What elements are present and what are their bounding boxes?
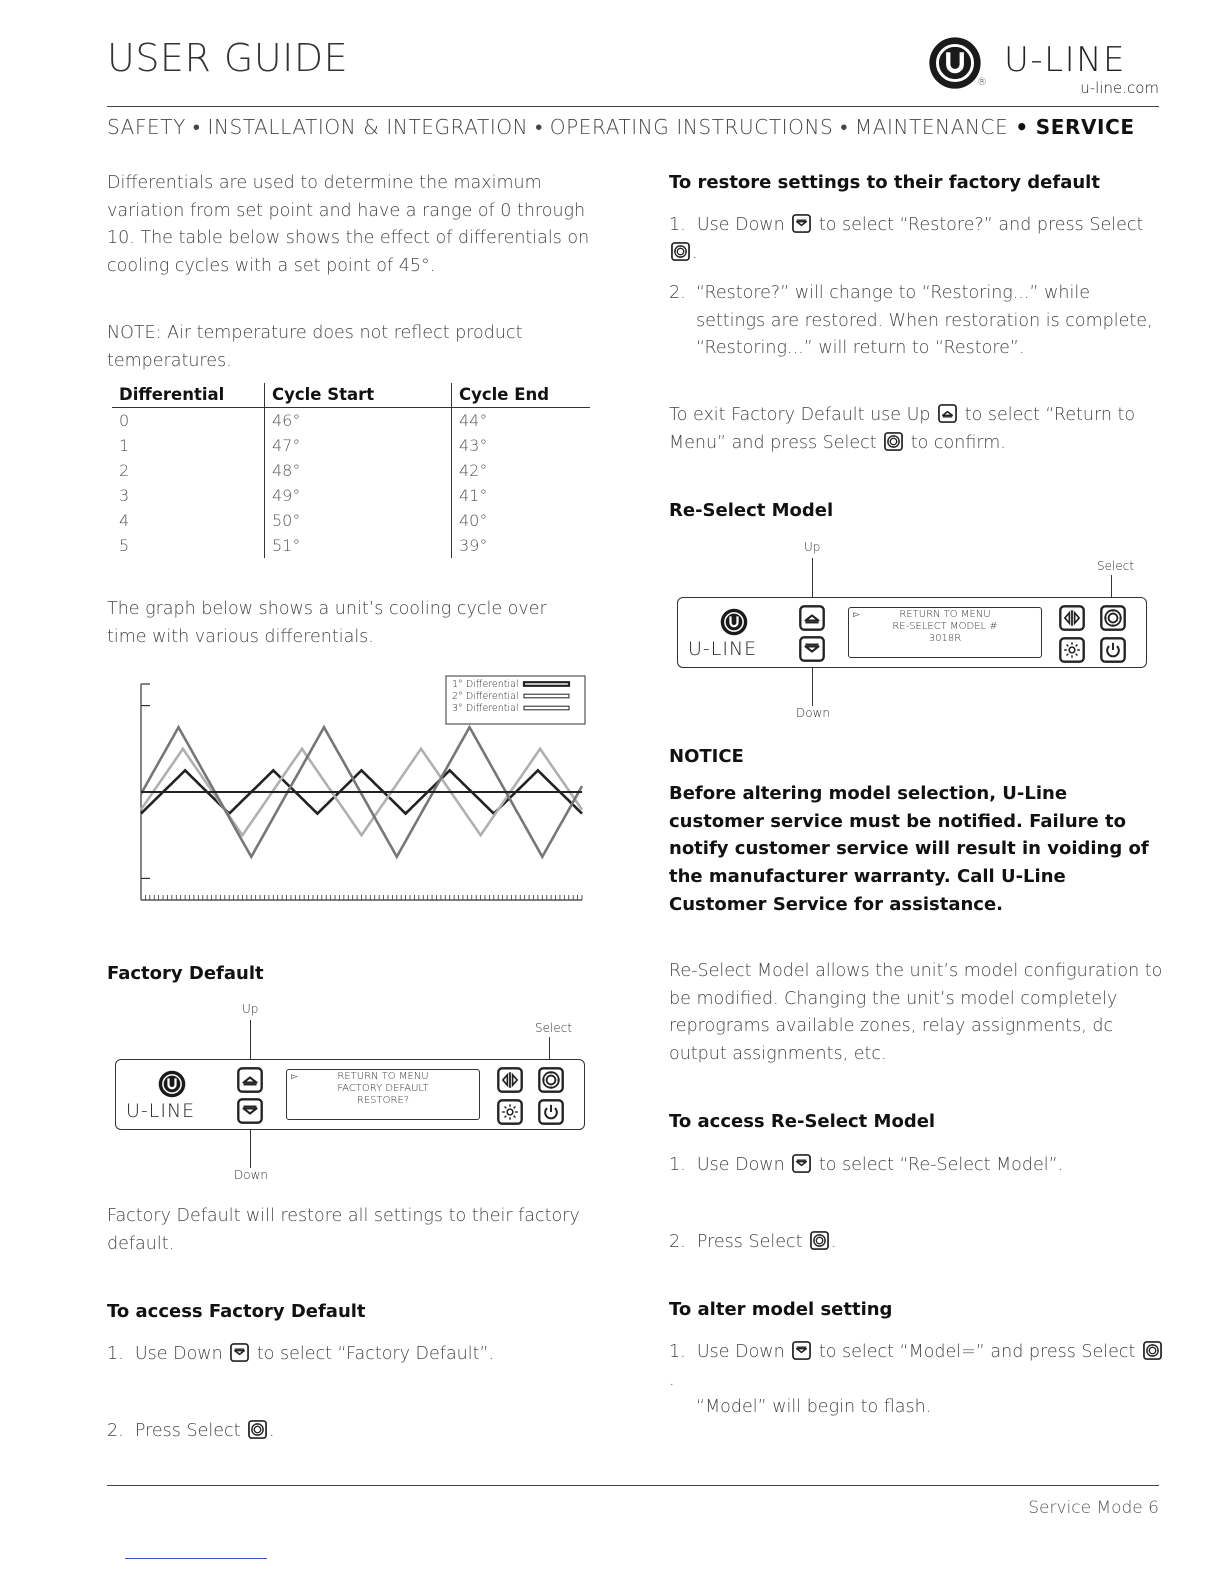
step-text: Use Down: [134, 1344, 223, 1364]
step-text: Press Select: [134, 1421, 241, 1441]
exit-text: To exit Factory Default use Up: [669, 405, 931, 425]
table-cell: 2: [119, 461, 130, 480]
restore-step-1: [669, 212, 1164, 267]
factory-step-1: [107, 1341, 587, 1369]
select-key-icon: [884, 432, 903, 451]
light-button[interactable]: [497, 1099, 523, 1125]
step-text: “Model” will begin to flash.: [696, 1397, 932, 1418]
step-text: to select “Restore?” and press Select: [818, 215, 1144, 235]
nav-separator: •: [1015, 115, 1029, 139]
step-number: 1.: [669, 1342, 686, 1362]
alter-model-heading: To alter model setting: [669, 1299, 893, 1320]
display-cursor-icon: ▻: [853, 610, 860, 620]
differentials-intro: Differentials are used to determine the maximum variation from set point and have a range of 0 through 10. The table below shows the effect of differentials on cooling cycles with a set point of 45°.: [107, 173, 590, 277]
legend-swatch: [524, 706, 569, 710]
step-text: “Restore?” will change to “Restoring...” while settings are restored. When restoration is complete, “Restoring...” will return to “Restore”.: [696, 283, 1153, 359]
differential-table: [112, 383, 590, 558]
control-panel: [115, 1059, 585, 1130]
display-line: RESTORE?: [356, 1095, 410, 1106]
table-cell: 47°: [265, 433, 452, 458]
reselect-step-1: [669, 1152, 1159, 1180]
down-button[interactable]: [237, 1098, 263, 1124]
table-row: [112, 508, 590, 533]
step-text: Press Select: [696, 1232, 803, 1252]
step-text: .: [692, 242, 698, 263]
reselect-description: Re-Select Model allows the unit’s model configuration to be modified. Changing the unit’s model completely reprograms available zones, relay assignments, dc output assignments, etc.: [669, 961, 1163, 1065]
up-button[interactable]: [799, 605, 825, 631]
legend-entry: 2° Differential: [452, 691, 519, 702]
display-line: RE-SELECT MODEL #: [892, 621, 998, 632]
step-text: Use Down: [696, 215, 785, 235]
select-key-icon: [810, 1231, 829, 1250]
step-number: 2.: [669, 1232, 686, 1252]
table-row: [112, 458, 590, 483]
display-line: FACTORY DEFAULT: [337, 1083, 429, 1094]
table-cell: 49°: [265, 483, 452, 508]
footer-divider: [107, 1485, 1159, 1486]
factory-step-2: [107, 1418, 587, 1446]
select-callout-label: Select: [1097, 559, 1135, 573]
table-cell: 0: [119, 411, 130, 430]
down-callout-label: Down: [796, 706, 831, 720]
down-key-icon: [792, 214, 811, 233]
up-callout-label: Up: [804, 540, 821, 554]
zone-toggle-button[interactable]: [497, 1067, 523, 1093]
header-divider: [107, 106, 1159, 107]
power-button[interactable]: [538, 1099, 564, 1125]
reselect-model-heading: Re-Select Model: [669, 500, 834, 521]
step-text: Use Down: [696, 1342, 785, 1362]
select-callout-label: Select: [535, 1021, 573, 1035]
select-key-icon: [248, 1420, 267, 1439]
panel-brand: U-LINE: [126, 1100, 196, 1122]
select-key-icon: [1143, 1341, 1162, 1360]
page-title: USER GUIDE: [107, 36, 349, 80]
table-row: [112, 408, 590, 434]
reselect-step-2: [669, 1229, 1159, 1257]
notice-text: Before altering model selection, U-Line customer service must be notified. Failure to notify customer service will result in voiding of the manufacturer warranty. Call U-Line Customer Service for assistance.: [669, 783, 1149, 915]
alter-step-1: [669, 1339, 1164, 1422]
chart-legend: [446, 676, 585, 724]
table-cell: 46°: [265, 408, 452, 434]
panel-brand: U-LINE: [688, 638, 758, 660]
down-button[interactable]: [799, 636, 825, 662]
page-number: Service Mode 6: [1028, 1498, 1159, 1518]
nav-item-operating[interactable]: OPERATING INSTRUCTIONS: [549, 115, 834, 139]
down-key-icon: [230, 1343, 249, 1362]
table-cell: 42°: [452, 458, 591, 483]
website-link[interactable]: u-line.com: [1080, 79, 1159, 97]
u-line-logo-icon: [158, 1070, 186, 1098]
factory-default-panel-diagram: [107, 1000, 597, 1190]
power-button[interactable]: [1100, 637, 1126, 663]
legend-entry: 1° Differential: [452, 679, 519, 690]
step-number: 2.: [669, 283, 686, 303]
nav-separator: •: [192, 115, 201, 139]
access-reselect-heading: To access Re-Select Model: [669, 1111, 936, 1132]
step-text: to select “Factory Default”.: [256, 1344, 495, 1364]
nav-item-safety[interactable]: SAFETY: [107, 115, 186, 139]
legend-swatch: [524, 694, 569, 698]
u-line-logo-icon: [720, 608, 748, 636]
table-cell: 51°: [265, 533, 452, 558]
step-number: 1.: [669, 215, 686, 235]
table-cell: 50°: [265, 508, 452, 533]
display-line: RETURN TO MENU: [899, 609, 991, 620]
legend-entry: 3° Differential: [452, 703, 519, 714]
zone-toggle-button[interactable]: [1059, 605, 1085, 631]
step-number: 1.: [669, 1155, 686, 1175]
display-cursor-icon: ▻: [291, 1072, 298, 1082]
u-line-logo-icon: [928, 36, 982, 90]
exit-factory-default: [669, 402, 1159, 457]
brand-name: U-LINE: [1004, 40, 1127, 80]
air-temp-note: NOTE: Air temperature does not reflect product temperatures.: [107, 323, 523, 371]
table-cell: 40°: [452, 508, 591, 533]
factory-default-description: Factory Default will restore all settings to their factory default.: [107, 1206, 580, 1254]
table-header-row: [112, 383, 590, 408]
table-cell: 4: [119, 511, 130, 530]
step-number: 2.: [107, 1421, 124, 1441]
step-text: .: [269, 1421, 275, 1441]
chart-series-group: [141, 727, 582, 857]
table-cell: 1: [119, 436, 130, 455]
nav-separator: •: [840, 115, 848, 139]
table-row: [112, 483, 590, 508]
nav-item-installation[interactable]: INSTALLATION & INTEGRATION: [207, 115, 529, 139]
step-text: to select “Model=” and press Select: [818, 1342, 1136, 1362]
step-text: Use Down: [696, 1155, 785, 1175]
down-callout-label: Down: [234, 1168, 269, 1182]
table-cell: 43°: [452, 433, 591, 458]
step-text: .: [831, 1232, 837, 1252]
select-key-icon: [671, 242, 690, 261]
nav-item-maintenance[interactable]: MAINTENANCE: [854, 115, 1009, 139]
column-header: Differential: [112, 383, 265, 408]
select-button[interactable]: [538, 1067, 564, 1093]
access-factory-default-heading: To access Factory Default: [107, 1301, 366, 1322]
exit-text: to confirm.: [910, 432, 1006, 453]
section-nav: [107, 115, 1159, 140]
step-text: .: [669, 1369, 675, 1390]
table-row: [112, 433, 590, 458]
table-cell: 3: [119, 486, 130, 505]
light-button[interactable]: [1059, 637, 1085, 663]
legend-swatch: [524, 682, 569, 686]
table-cell: 5: [119, 536, 130, 555]
registered-mark: ®: [977, 77, 987, 88]
column-header: Cycle End: [452, 383, 591, 408]
panel-display: [286, 1069, 480, 1120]
exit-text: to select “Return to Menu” and press Select: [669, 405, 1136, 453]
notice-heading: NOTICE: [669, 746, 744, 767]
reselect-panel-diagram: [669, 538, 1159, 728]
step-text: to select “Re-Select Model”.: [818, 1155, 1064, 1175]
down-key-icon: [792, 1341, 811, 1360]
table-cell: 41°: [452, 483, 591, 508]
up-button[interactable]: [237, 1067, 263, 1093]
display-line: 3018R: [928, 633, 962, 644]
down-key-icon: [792, 1154, 811, 1173]
cooling-cycle-chart: [130, 672, 600, 912]
footer-underline: [125, 1558, 267, 1559]
graph-intro: The graph below shows a unit’s cooling cycle over time with various differentials.: [107, 599, 547, 647]
restore-heading: To restore settings to their factory default: [669, 172, 1100, 193]
display-line: RETURN TO MENU: [337, 1071, 429, 1082]
control-panel: [677, 597, 1147, 668]
column-header: Cycle Start: [265, 383, 452, 408]
nav-item-service[interactable]: SERVICE: [1035, 115, 1135, 139]
up-key-icon: [938, 404, 957, 423]
restore-step-2: [669, 280, 1159, 363]
factory-default-heading: Factory Default: [107, 963, 264, 984]
table-cell: 39°: [452, 533, 591, 558]
table-cell: 48°: [265, 458, 452, 483]
step-number: 1.: [107, 1344, 124, 1364]
panel-display: [848, 607, 1042, 658]
table-row: [112, 533, 590, 558]
select-button[interactable]: [1100, 605, 1126, 631]
table-cell: 44°: [452, 408, 591, 434]
up-callout-label: Up: [242, 1002, 259, 1016]
nav-separator: •: [535, 115, 543, 139]
